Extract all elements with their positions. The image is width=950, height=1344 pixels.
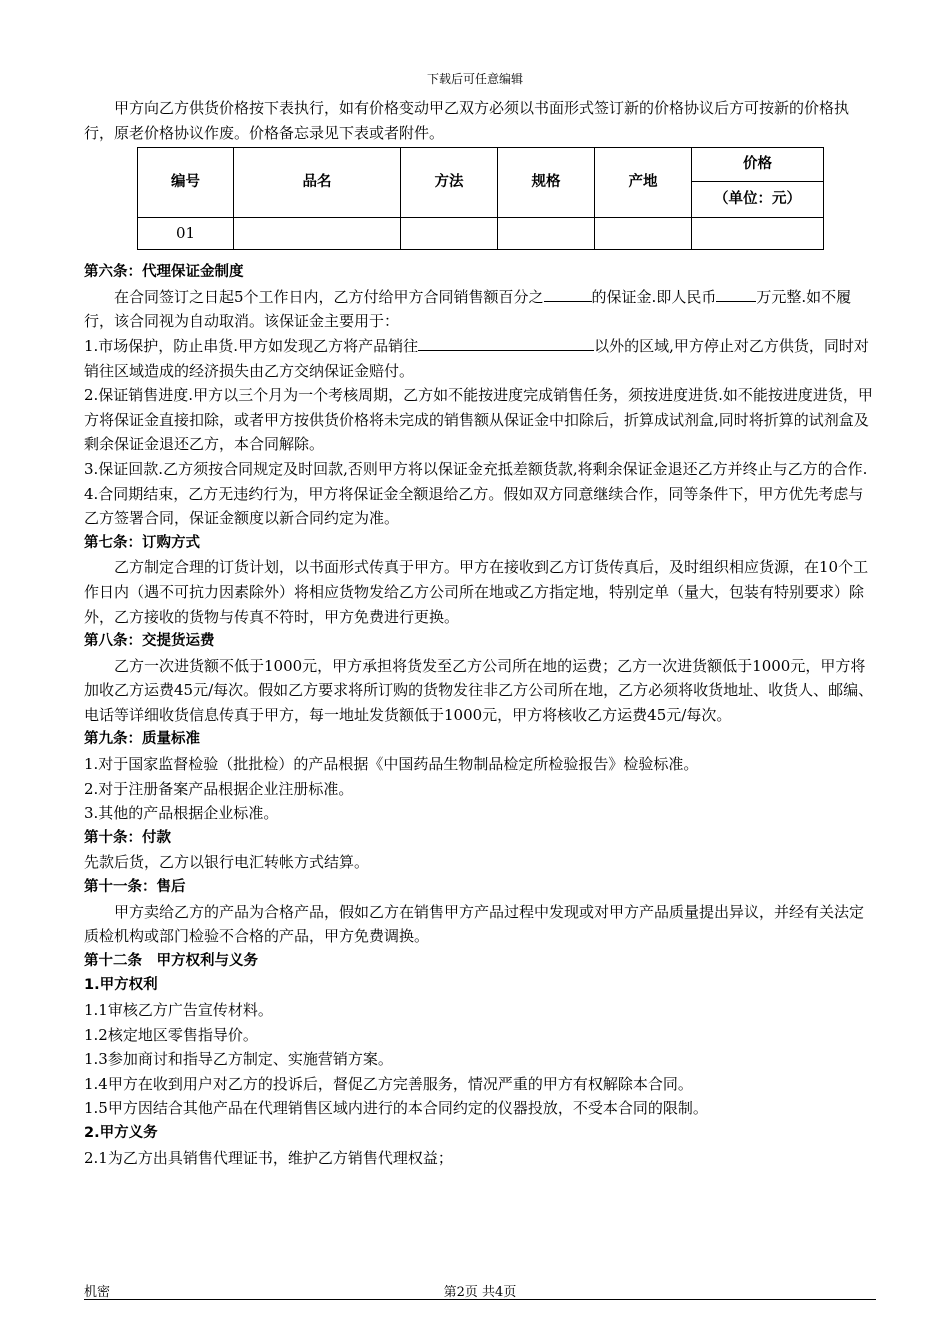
col-header-price: 价格	[692, 148, 824, 182]
article-9-item: 2.对于注册备案产品根据企业注册标准。	[84, 779, 354, 798]
article-6-item-1	[84, 334, 876, 383]
article-6-text-c: 万元整.如不履行，该合同视为自动取消。该保证金主要用于：	[84, 287, 852, 331]
article-6-title: 第六条：代理保证金制度	[84, 264, 244, 281]
col-header-method: 方法	[401, 148, 498, 218]
rights-title: 1.甲方权利	[84, 977, 158, 994]
article-12-title: 第十二条 甲方权利与义务	[84, 952, 258, 969]
article-6-item-2: 2.保证销售进度.甲方以三个月为一个考核周期，乙方如不能按进度完成销售任务，须按进度进货.如不能按进度进货，甲方将保证金直接扣除，或者甲方按供货价格将未完成的销售额从保证金中扣除后，折算成试剂盒,同时将折算的试剂盒及剩余保证金退还乙方，本合同解除。	[84, 386, 873, 454]
article-6-item-3: 3.保证回款.乙方须按合同规定及时回款,否则甲方将以保证金充抵差额货款,将剩余保证金退还乙方并终止与乙方的合作.	[84, 459, 868, 478]
table-cell	[692, 218, 824, 250]
article-6-text-b: 的保证金.即人民币	[591, 287, 717, 306]
article-9-item: 1.对于国家监督检验（批批检）的产品根据《中国药品生物制品检定所检验报告》检验标准。	[84, 755, 699, 774]
article-6-item-4: 4.合同期结束，乙方无违约行为，甲方将保证金全额退给乙方。假如双方同意继续合作，同等条件下，甲方优先考虑与乙方签署合同，保证金额度以新合同约定为准。	[84, 484, 864, 528]
rights-item: 1.5甲方因结合其他产品在代理销售区域内进行的本合同约定的仪器投放，不受本合同的限制。	[84, 1099, 708, 1118]
article-11-paragraph: 甲方卖给乙方的产品为合格产品，假如乙方在销售甲方产品过程中发现或对甲方产品质量提出异议，并经有关法定质检机构或部门检验不合格的产品，甲方免费调换。	[84, 902, 865, 946]
table-cell	[234, 218, 401, 250]
duties-item: 2.1为乙方出具销售代理证书，维护乙方销售代理权益；	[84, 1148, 453, 1167]
article-8-title: 第八条：交提货运费	[84, 633, 215, 650]
fill-blank-region	[418, 334, 594, 351]
page-footer	[84, 1279, 876, 1300]
table-cell: 01	[138, 218, 234, 250]
table-cell	[595, 218, 692, 250]
article-8-paragraph: 乙方一次进货额不低于1000元，甲方承担将货发至乙方公司所在地的运费；乙方一次进货额低于1000元，甲方将加收乙方运费45元/每次。假如乙方要求将所订购的货物发往非乙方公司所在地，乙方必须将收货地址、收货人、邮编、电话等详细收货信息传真于甲方，每一地址发货额低于1000元，甲方将核收乙方运费45元/每次。	[84, 656, 874, 724]
article-6-text-a: 在合同签订之日起5个工作日内，乙方付给甲方合同销售额百分之	[114, 287, 544, 306]
duties-title: 2.甲方义务	[84, 1124, 158, 1141]
article-9-item: 3.其他的产品根据企业标准。	[84, 804, 279, 823]
item-1-text-b: 以外的区域,甲方停止对乙方供货，同时对销往区域造成的经济损失由乙方交纳保证金赔付。	[84, 336, 869, 380]
table-cell	[401, 218, 498, 250]
fill-blank-percent	[544, 285, 592, 302]
article-9-title: 第九条：质量标准	[84, 731, 200, 748]
article-7-paragraph: 乙方制定合理的订货计划，以书面形式传真于甲方。甲方在接收到乙方订货传真后，及时组织相应货源，在10个工作日内（遇不可抗力因素除外）将相应货物发给乙方公司所在地或乙方指定地，特别定单（量大，包装有特别要求）除外，乙方接收的货物与传真不符时，甲方免费进行更换。	[84, 558, 869, 626]
item-1-text-a: 1.市场保护，防止串货.甲方如发现乙方将产品销往	[84, 336, 419, 355]
article-10-title: 第十条：付款	[84, 829, 171, 846]
article-7-title: 第七条：订购方式	[84, 534, 200, 551]
col-header-price-unit: （单位：元）	[692, 182, 824, 218]
price-table	[137, 147, 824, 250]
col-header-number: 编号	[138, 148, 234, 218]
article-11-title: 第十一条：售后	[84, 879, 186, 896]
header-note: 下载后可任意编辑	[426, 72, 523, 86]
document-body	[84, 96, 876, 1170]
rights-item: 1.2核定地区零售指导价。	[84, 1025, 258, 1044]
table-row	[138, 218, 824, 250]
article-6-paragraph	[84, 285, 876, 334]
rights-item: 1.4甲方在收到用户对乙方的投诉后，督促乙方完善服务，情况严重的甲方有权解除本合同。	[84, 1074, 693, 1093]
article-10-paragraph: 先款后货，乙方以银行电汇转帐方式结算。	[84, 853, 370, 872]
rights-item: 1.1审核乙方广告宣传材料。	[84, 1001, 273, 1019]
table-cell	[498, 218, 595, 250]
col-header-spec: 规格	[498, 148, 595, 218]
page-number: 第2页 共4页	[443, 1285, 517, 1300]
col-header-origin: 产地	[595, 148, 692, 218]
intro-paragraph: 甲方向乙方供货价格按下表执行，如有价格变动甲乙双方必须以书面形式签订新的价格协议后方可按新的价格执行，原老价格协议作废。价格备忘录见下表或者附件。	[84, 99, 850, 142]
footer-confidential: 机密	[84, 1285, 111, 1300]
fill-blank-amount	[716, 285, 756, 302]
rights-item: 1.3参加商讨和指导乙方制定、实施营销方案。	[84, 1050, 393, 1069]
col-header-product: 品名	[234, 148, 401, 218]
